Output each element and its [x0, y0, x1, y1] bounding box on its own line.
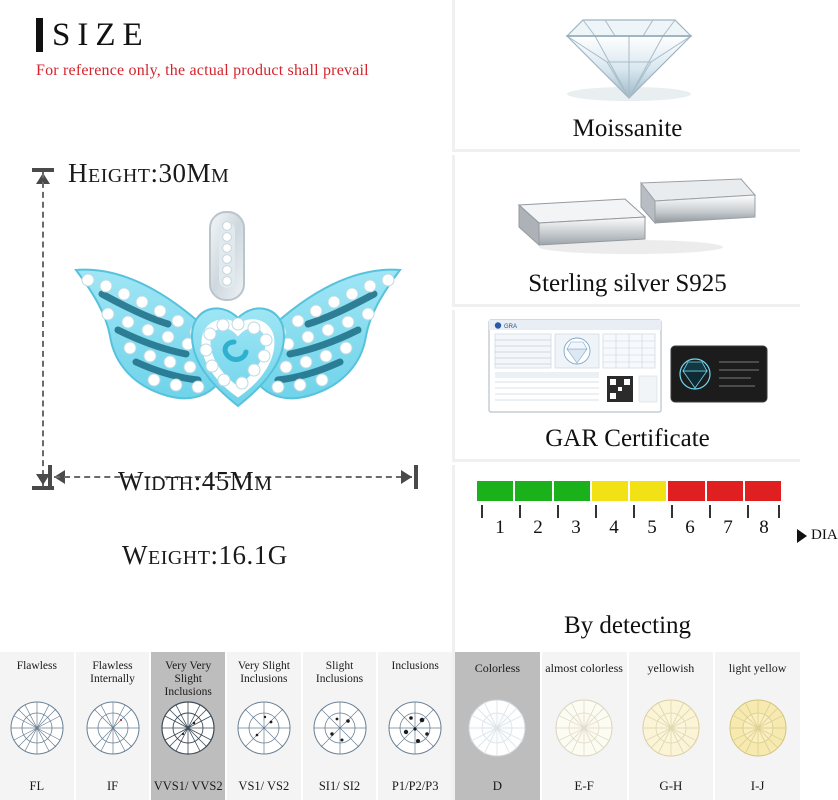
- size-heading: [36, 18, 150, 52]
- detector-seg-1: [477, 481, 515, 501]
- gem-diagram-icon: [7, 698, 67, 758]
- gem-color-icon: [465, 696, 529, 760]
- gem-diagram-icon: [310, 698, 370, 758]
- color-bottom-label: D: [492, 778, 503, 793]
- color-bottom-label: G-H: [659, 778, 683, 793]
- clarity-scale: [0, 652, 452, 800]
- clarity-top-label: Inclusions: [391, 660, 439, 672]
- color-cell-ef: [542, 652, 629, 800]
- silver-bar-icon: [455, 161, 800, 257]
- gem-diagram-icon: [83, 698, 143, 758]
- feature-detecting: [452, 465, 838, 652]
- height-measure-arrow: [30, 168, 56, 490]
- gem-diagram-icon: [158, 698, 218, 758]
- svg-text:GRA: GRA: [504, 324, 518, 330]
- pendant-image: [58, 190, 418, 460]
- detector-label: 8: [759, 517, 769, 538]
- color-cell-ij: [715, 652, 800, 800]
- clarity-cell-vvs: [151, 652, 227, 800]
- detector-seg-4: [592, 481, 630, 501]
- detector-label: 6: [685, 517, 695, 538]
- clarity-bottom-label: P1/P2/P3: [391, 779, 439, 793]
- height-label: HEIGHT:30MM: [68, 158, 230, 188]
- gem-color-icon: [552, 696, 616, 760]
- color-bottom-label: I-J: [750, 778, 765, 793]
- feature-caption: GAR Certificate: [545, 425, 710, 452]
- certificate-icon: [455, 316, 800, 412]
- detector-scale: [475, 505, 838, 543]
- clarity-bottom-label: FL: [29, 779, 45, 793]
- clarity-bottom-label: VVS1/ VVS2: [153, 779, 223, 793]
- clarity-top-label: Very Slight Inclusions: [237, 660, 290, 685]
- clarity-cell-vs: [227, 652, 303, 800]
- detector-seg-5: [630, 481, 668, 501]
- diamond-icon: [455, 6, 800, 102]
- color-top-label: almost colorless: [545, 661, 623, 675]
- gem-diagram-icon: [234, 698, 294, 758]
- color-top-label: light yellow: [728, 661, 787, 675]
- clarity-cell-if: [76, 652, 152, 800]
- weight-label: WEIGHT:16.1G: [122, 540, 288, 570]
- detector-seg-2: [515, 481, 553, 501]
- detector-seg-7: [707, 481, 745, 501]
- detector-seg-8: [745, 481, 781, 501]
- detector-label: 3: [571, 517, 581, 538]
- reference-note: For reference only, the actual product shall prevail: [36, 62, 369, 79]
- gem-color-icon: [639, 696, 703, 760]
- feature-caption: Moissanite: [572, 115, 683, 142]
- feature-certificate: [452, 310, 800, 462]
- clarity-bottom-label: SI1/ SI2: [318, 779, 361, 793]
- clarity-bottom-label: IF: [106, 779, 119, 793]
- gem-color-icon: [726, 696, 790, 760]
- detector-label: 4: [609, 517, 619, 538]
- dia-axis-label: DIA: [811, 527, 838, 543]
- color-cell-d: [455, 652, 542, 800]
- detector-label: 5: [647, 517, 657, 538]
- clarity-top-label: Flawless: [16, 660, 57, 672]
- color-cell-gh: [629, 652, 716, 800]
- clarity-cell-si: [303, 652, 379, 800]
- detector-label: 2: [533, 517, 543, 538]
- grading-scales: [0, 652, 800, 800]
- feature-silver: [452, 155, 800, 307]
- detector-label: 7: [723, 517, 733, 538]
- detector-seg-3: [554, 481, 592, 501]
- page-title: SIZE: [52, 17, 150, 53]
- heading-accent-bar: [36, 18, 43, 52]
- clarity-top-label: Very Very Slight Inclusions: [164, 660, 212, 698]
- color-top-label: Colorless: [474, 661, 521, 675]
- gem-diagram-icon: [385, 698, 445, 758]
- clarity-bottom-label: VS1/ VS2: [238, 779, 290, 793]
- clarity-cell-fl: [0, 652, 76, 800]
- feature-caption: Sterling silver S925: [528, 270, 727, 297]
- detector-label: 1: [495, 517, 505, 538]
- detector-bar: [475, 479, 783, 503]
- diamond-tester-icon: [475, 479, 838, 543]
- clarity-top-label: Flawless Internally: [90, 660, 135, 685]
- dia-arrow-icon: [797, 529, 807, 543]
- feature-caption: By detecting: [563, 612, 692, 639]
- color-scale: [452, 652, 800, 800]
- color-top-label: yellowish: [647, 661, 695, 675]
- width-label: WIDTH:45MM: [118, 466, 273, 496]
- clarity-cell-p: [378, 652, 452, 800]
- clarity-top-label: Slight Inclusions: [315, 660, 364, 685]
- feature-moissanite: [452, 0, 800, 152]
- detector-seg-6: [668, 481, 706, 501]
- size-panel: [0, 0, 452, 652]
- color-bottom-label: E-F: [574, 778, 594, 793]
- features-column: [452, 0, 838, 652]
